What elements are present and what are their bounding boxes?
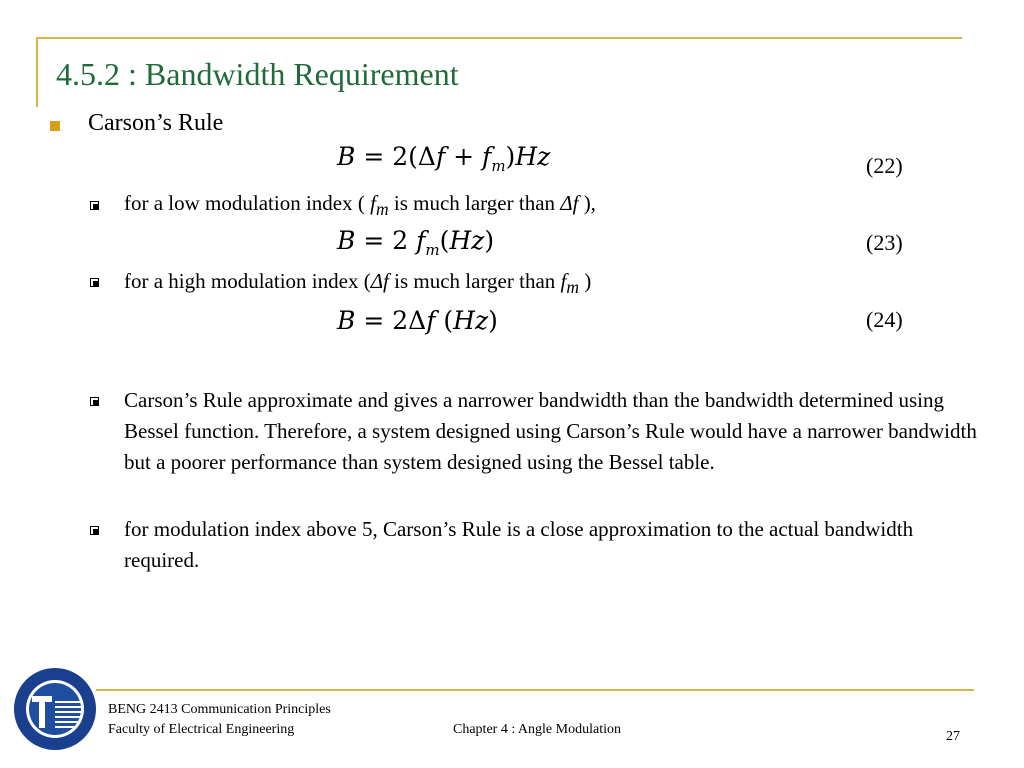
eq23-open: ( <box>439 226 450 255</box>
page-number: 27 <box>946 729 960 744</box>
footer-faculty: Faculty of Electrical Engineering <box>108 722 295 737</box>
eq24-B: B <box>337 306 356 335</box>
slide-title: 4.5.2 : Bandwidth Requirement <box>56 56 459 92</box>
eq24-equals: = 2 <box>355 306 409 335</box>
main-bullet-text: Carson’s Rule <box>88 110 224 136</box>
equation-22 <box>337 142 550 175</box>
footer-course: BENG 2413 Communication Principles <box>108 702 331 717</box>
eq22-delta: Δ <box>417 142 436 171</box>
eq22-equals: = 2( <box>355 142 418 171</box>
eq23-fm: f <box>416 226 426 255</box>
equation-number-22: (22) <box>866 153 903 178</box>
eq22-f: f <box>435 142 446 171</box>
eq23-m: m <box>425 241 440 259</box>
equation-number-24: (24) <box>866 307 903 332</box>
sub-bullet-marker-2 <box>90 278 99 287</box>
sub2-text-pre: for a high modulation index ( <box>124 269 371 293</box>
eq22-fm: f <box>482 142 492 171</box>
main-bullet-marker <box>50 121 60 131</box>
sub1-fm: f <box>370 191 376 215</box>
eq23-B: B <box>337 226 356 255</box>
title-left-rule <box>36 37 38 107</box>
footer-rule <box>96 689 974 691</box>
eq22-close: ) <box>505 142 516 171</box>
eq24-close: ) <box>488 306 498 335</box>
eq22-plus: + <box>445 142 483 171</box>
university-logo <box>12 666 98 752</box>
eq24-hz: Hz <box>453 306 489 335</box>
eq22-B: B <box>337 142 356 171</box>
sub1-text-pre: for a low modulation index ( <box>124 191 371 215</box>
footer-chapter: Chapter 4 : Angle Modulation <box>453 722 621 737</box>
sub1-text-mid: is much larger than <box>388 191 561 215</box>
sub-bullet-marker-1 <box>90 201 99 210</box>
sub-bullet-low-index <box>124 188 596 225</box>
sub2-fm-sub: m <box>566 277 580 298</box>
eq23-hz: Hz <box>449 226 485 255</box>
eq24-open: ( <box>435 306 454 335</box>
sub-bullet-marker-4 <box>90 526 99 535</box>
sub2-fm: f <box>560 269 567 293</box>
eq22-m: m <box>491 157 506 175</box>
title-top-rule <box>36 37 962 39</box>
equation-23 <box>337 226 494 259</box>
sub2-text-mid: is much larger than <box>388 269 561 293</box>
eq24-f: f <box>426 306 436 335</box>
eq24-delta: Δ <box>408 306 427 335</box>
eq22-hz: Hz <box>515 142 551 171</box>
equation-number-23: (23) <box>866 230 903 255</box>
eq23-equals: = 2 <box>355 226 417 255</box>
sub1-fm-sub: m <box>375 199 389 220</box>
sub2-text-post: ) <box>579 269 592 293</box>
sub2-delta-f: Δf <box>370 269 389 293</box>
sub1-text-post: ), <box>578 191 596 215</box>
carson-rule-approximation-note: for modulation index above 5, Carson’s Rule is a close approximation to the actual bandwidth required. <box>124 517 914 572</box>
eq23-close: ) <box>484 226 495 255</box>
sub1-delta-f: Δf <box>560 191 579 215</box>
carson-rule-explanation: Carson’s Rule approximate and gives a narrower bandwidth than the bandwidth determined using Bessel function. Therefore, a system designed using Carson’s Rule would have a narrower bandwidth but a poorer performance than system designed using the Bessel table. <box>124 388 977 474</box>
equation-24 <box>337 306 498 335</box>
sub-bullet-high-index <box>124 266 591 303</box>
sub-bullet-marker-3 <box>90 397 99 406</box>
